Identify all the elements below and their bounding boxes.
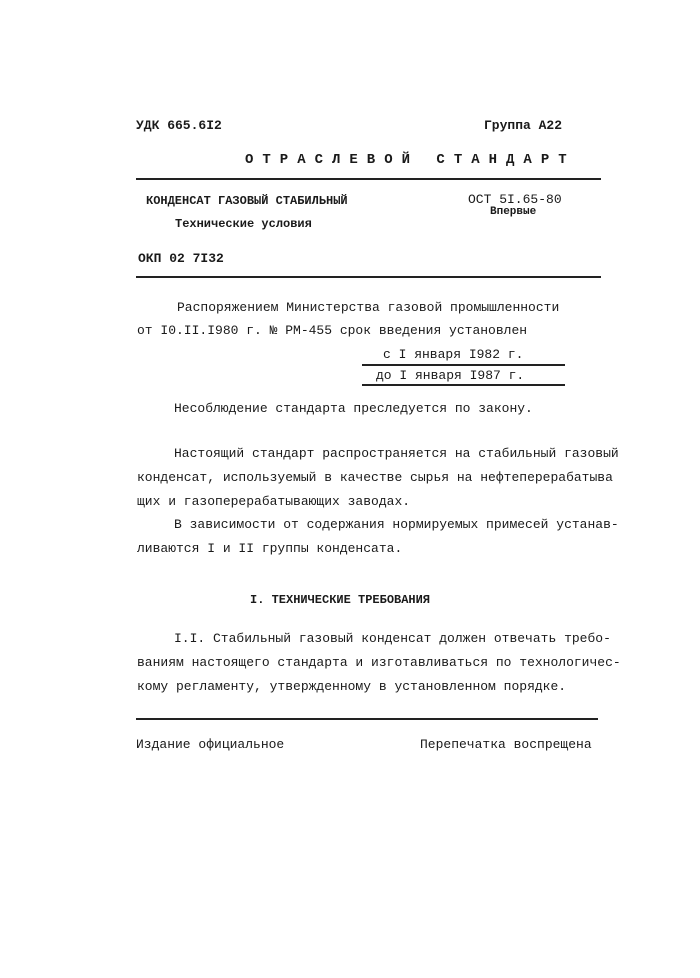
intro-p1-line-1: Настоящий стандарт распространяется на стабильный газовый xyxy=(174,446,619,461)
clause-line-1: I.I. Стабильный газовый конденсат должен отвечать требо- xyxy=(174,631,611,646)
standard-number: ОСТ 5I.65-80 xyxy=(468,192,562,207)
effective-to-underline xyxy=(362,384,565,386)
effective-to: до I января I987 г. xyxy=(376,368,525,383)
clause-line-3: кому регламенту, утвержденному в установленном порядке. xyxy=(137,679,567,694)
effective-from-underline xyxy=(362,364,565,366)
footer-reprint-prohibited: Перепечатка воспрещена xyxy=(420,737,592,752)
legal-notice: Несоблюдение стандарта преследуется по закону. xyxy=(174,401,533,416)
intro-p1-line-2: конденсат, используемый в качестве сырья на нефтеперерабатыва xyxy=(137,470,613,485)
okp-code: ОКП 02 7I32 xyxy=(138,251,224,266)
divider-header-bottom xyxy=(136,276,601,278)
intro-p1-line-3: щих и газоперерабатывающих заводах. xyxy=(137,494,411,509)
standard-status: Впервые xyxy=(490,206,537,218)
footer-official-edition: Издание официальное xyxy=(136,737,285,752)
divider-footer xyxy=(136,718,598,720)
intro-p2-line-1: В зависимости от содержания нормируемых примесей устанав- xyxy=(174,517,619,532)
document-type-title: ОТРАСЛЕВОЙ СТАНДАРТ xyxy=(245,152,576,168)
standard-name: КОНДЕНСАТ ГАЗОВЫЙ СТАБИЛЬНЫЙ xyxy=(146,194,348,208)
divider-top xyxy=(136,178,601,180)
order-line-2: от I0.II.I980 г. № РМ-455 срок введения установлен xyxy=(137,323,528,338)
group-code: Группа А22 xyxy=(484,118,563,133)
standard-subtitle: Технические условия xyxy=(175,217,312,231)
udk-code: УДК 665.6I2 xyxy=(136,118,222,133)
section-heading: I. ТЕХНИЧЕСКИЕ ТРЕБОВАНИЯ xyxy=(250,593,431,607)
clause-line-2: ваниям настоящего стандарта и изготавливаться по технологичес- xyxy=(137,655,621,670)
effective-from: с I января I982 г. xyxy=(383,347,524,362)
order-line-1: Распоряжением Министерства газовой промышленности xyxy=(177,300,560,315)
intro-p2-line-2: ливаются I и II группы конденсата. xyxy=(137,541,403,556)
